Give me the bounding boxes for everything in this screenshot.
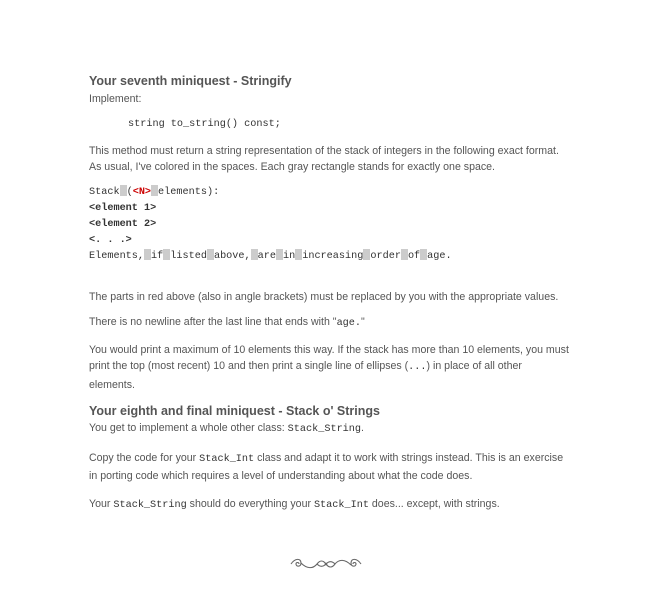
paragraph	[89, 450, 569, 485]
format-line-ellipsis: <. . .>	[89, 234, 132, 246]
text: You get to implement a whole other class:	[89, 422, 288, 434]
text: should do everything your	[186, 497, 314, 510]
text: Copy the code for your	[89, 451, 200, 464]
inline-code: Stack_Int	[313, 499, 369, 511]
space-marker	[144, 249, 151, 260]
code-word: of	[407, 250, 421, 262]
format-line-element-2: <element 2>	[89, 218, 157, 230]
format-line-1	[89, 185, 569, 201]
code-word: increasing	[302, 250, 364, 262]
placeholder-n: <N>	[132, 186, 152, 198]
code-word: if	[151, 250, 164, 262]
document-page	[89, 74, 569, 514]
code-word: age.	[427, 250, 452, 262]
space-marker	[151, 185, 158, 196]
space-marker	[251, 249, 258, 260]
space-marker	[276, 249, 283, 260]
section-intro	[89, 420, 569, 439]
text: does... except, with strings.	[368, 497, 500, 510]
format-block	[89, 185, 569, 265]
code-word: listed	[170, 250, 207, 262]
text: Your	[89, 497, 114, 510]
text: .	[361, 422, 364, 434]
code-word: in	[282, 250, 296, 262]
inline-code: age.	[336, 318, 362, 329]
text: There is no newline after the last line that ends with "	[89, 316, 337, 328]
flourish-divider-icon	[287, 556, 365, 572]
code-text: elements):	[158, 186, 220, 198]
code-word: order	[370, 250, 401, 262]
space-marker	[120, 185, 127, 196]
section-intro: Implement:	[89, 93, 142, 105]
space-marker	[207, 249, 214, 260]
code-word: above,	[213, 250, 251, 262]
text: ) in place of all other elements.	[89, 360, 522, 391]
paragraph: The parts in red above (also in angle brackets) must be replaced by you with the appropriate values.	[89, 290, 559, 303]
section-title: Your seventh miniquest - Stringify	[89, 74, 292, 88]
text: "	[361, 316, 365, 328]
paragraph	[89, 342, 569, 394]
paragraph	[89, 314, 569, 333]
space-marker	[401, 249, 408, 260]
paragraph: This method must return a string representation of the stack of integers in the following exact format. As usual, I've colored in the spaces. Each gray rectangle stands for exactly one space.	[89, 144, 559, 173]
code-word: Elements,	[89, 250, 145, 262]
inline-code: Stack_String	[287, 424, 362, 435]
text: You would print a maximum of 10 elements this way. If the stack has more than 10 elements, you must print the top (most recent) 10 and then print a single line of ellipses (	[89, 343, 569, 372]
code-word: are	[257, 250, 276, 262]
inline-code: ...	[408, 362, 427, 373]
section-title: Your eighth and final miniquest - Stack o' Strings	[89, 404, 380, 418]
inline-code: Stack_String	[113, 499, 187, 511]
code-text: (	[126, 186, 133, 198]
inline-code: Stack_Int	[199, 453, 255, 465]
code-text: Stack	[89, 186, 120, 198]
format-line-last	[89, 249, 569, 265]
text: class and adapt it to work with strings instead. This is an exercise in porting code which requires a level of understanding about what the code does.	[89, 451, 564, 482]
paragraph	[89, 496, 569, 515]
code-signature: string to_string() const;	[128, 118, 281, 130]
format-line-element-1: <element 1>	[89, 202, 157, 214]
